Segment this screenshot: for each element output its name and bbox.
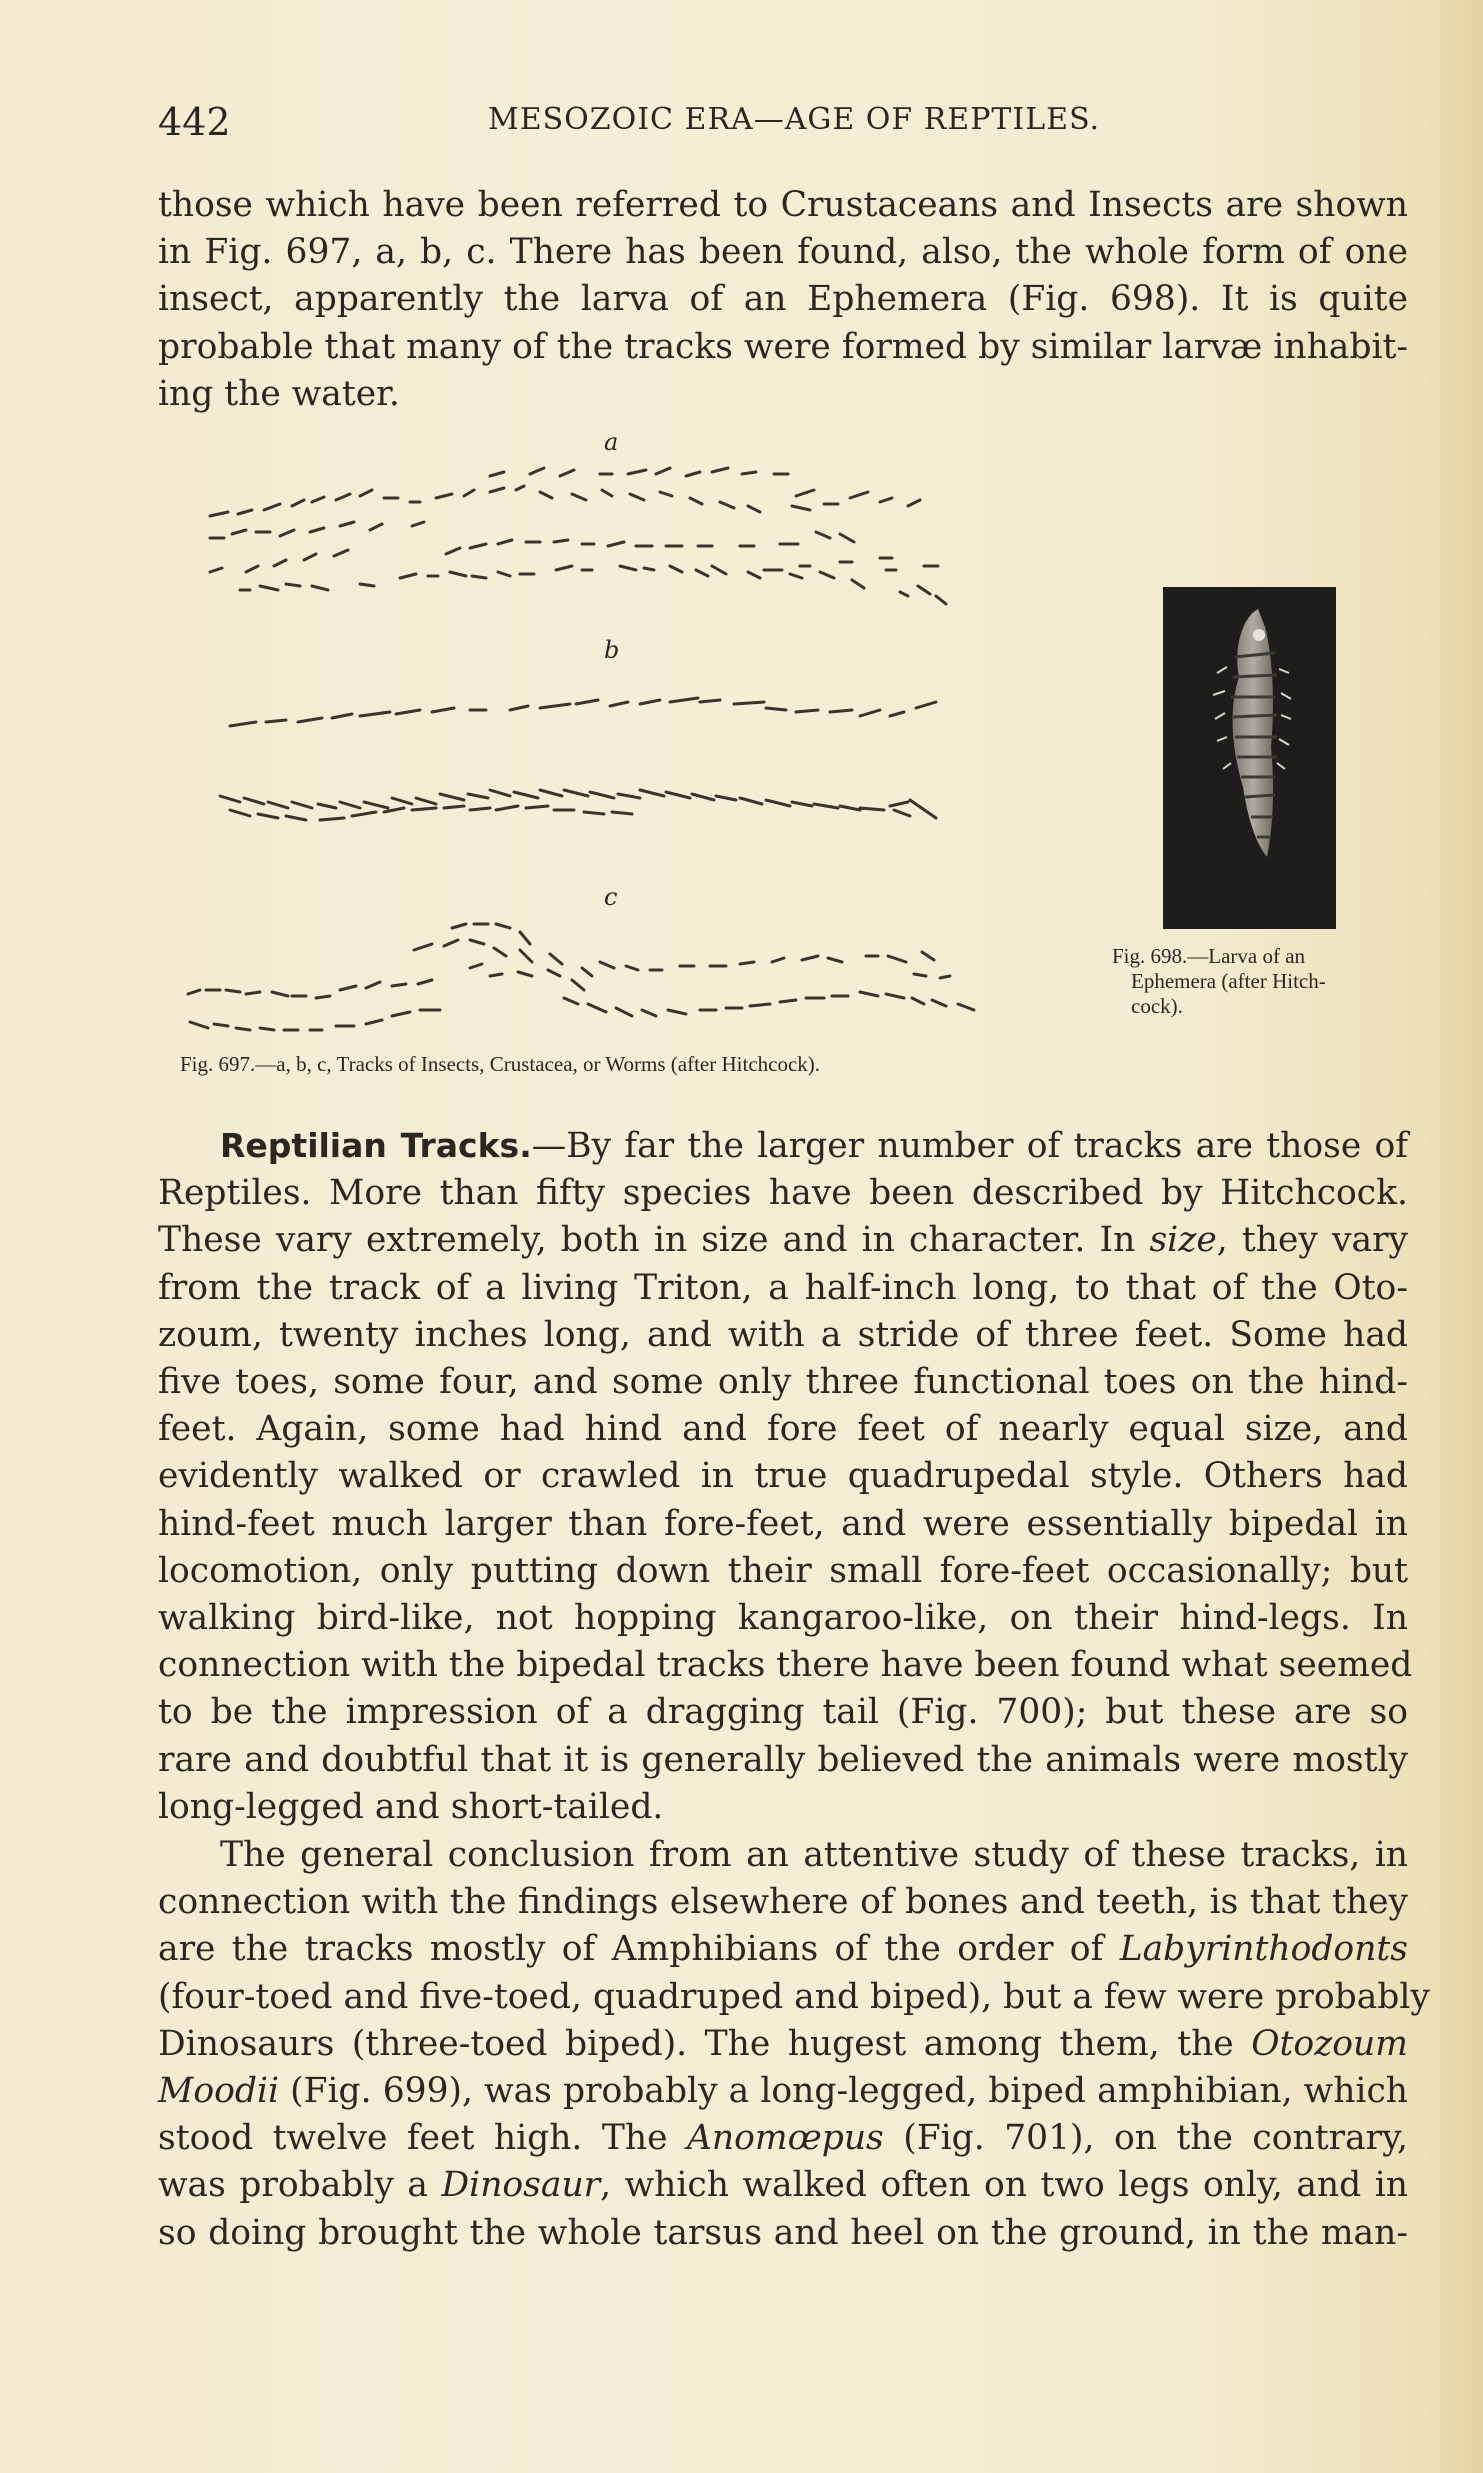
text-fragment: are the tracks mostly of Amphibians of the order of — [158, 1929, 1120, 1970]
text-line — [158, 2021, 1408, 2068]
text-line: from the track of a living Triton, a half-inch long, to that of the Oto- — [158, 1267, 1408, 1308]
text-line — [158, 2162, 1408, 2209]
emphasis: Otozoum — [1251, 2023, 1408, 2064]
text-line: those which have been referred to Crustaceans and Insects are shown — [158, 185, 1408, 225]
emphasis: Anomœpus — [687, 2118, 884, 2159]
text-line — [158, 2068, 1408, 2115]
text-line: rare and doubtful that it is generally believed the animals were mostly — [158, 1739, 1408, 1780]
text-line: so doing brought the whole tarsus and heel on the ground, in the man- — [158, 2212, 1408, 2253]
text-fragment: , which walked often on two legs only, and in — [600, 2165, 1408, 2206]
figure-697-label-c: c — [604, 883, 618, 911]
text-fragment: , they vary — [1216, 1220, 1408, 1261]
conclusion-paragraph — [158, 1832, 1430, 2257]
emphasis: Labyrinthodonts — [1119, 1929, 1408, 1970]
text-line: to be the impression of a dragging tail (Fig. 700); but these are so — [158, 1692, 1408, 1733]
text-line: evidently walked or crawled in true quadrupedal style. Others had — [158, 1456, 1408, 1497]
text-line: probable that many of the tracks were formed by similar larvæ inhabit- — [158, 326, 1408, 367]
intro-paragraph — [158, 182, 1408, 418]
text-line: feet. Again, some had hind and fore feet of nearly equal size, and — [158, 1409, 1408, 1450]
running-head — [158, 100, 1408, 160]
text-line: connection with the findings elsewhere of bones and teeth, is that they — [158, 1882, 1408, 1923]
emphasis: Dinosaur — [441, 2165, 601, 2206]
running-title: MESOZOIC ERA—AGE OF REPTILES. — [488, 102, 1101, 137]
text-line: in Fig. 697, a, b, c. There has been found, also, the whole form of one — [158, 232, 1408, 273]
text-line — [158, 1122, 1408, 1170]
text-fragment: stood twelve feet high. The — [158, 2118, 687, 2159]
text-line — [158, 1217, 1408, 1264]
text-fragment: —By far the larger number of tracks are those of — [531, 1126, 1408, 1166]
text-fragment: Dinosaurs (three-toed biped). The hugest among them, the — [158, 2023, 1252, 2064]
text-line: ing the water. — [158, 373, 400, 414]
larva-figure-image — [1163, 587, 1336, 929]
reptilian-tracks-paragraph — [158, 1122, 1413, 1831]
figure-698-caption — [1112, 944, 1326, 1019]
text-fragment: (Fig. 701), on the contrary, — [883, 2118, 1409, 2159]
larva-photograph — [1163, 587, 1336, 929]
text-fragment: (Fig. 699), was probably a long-legged, biped amphibian, which — [279, 2071, 1408, 2112]
figure-697-label-b: b — [604, 636, 620, 664]
track-row-b — [200, 680, 1040, 840]
text-line: connection with the bipedal tracks there have been found what seemed — [158, 1645, 1413, 1686]
emphasis: size — [1149, 1220, 1217, 1261]
text-fragment: These vary extremely, both in size and in character. In — [158, 1220, 1150, 1261]
figure-697-label-a: a — [604, 428, 619, 456]
text-line: hind-feet much larger than fore-feet, and were essentially bipedal in — [158, 1503, 1408, 1544]
text-fragment: was probably a — [158, 2165, 442, 2206]
track-row-a — [200, 462, 1040, 627]
text-line: zoum, twenty inches long, and with a stride of three feet. Some had — [158, 1314, 1408, 1355]
figure-698-caption-line: Fig. 698.—Larva of an — [1112, 944, 1306, 968]
text-line: insect, apparently the larva of an Ephemera (Fig. 698). It is quite — [158, 279, 1408, 320]
track-row-c — [180, 910, 1080, 1050]
figure-697-caption: Fig. 697.—a, b, c, Tracks of Insects, Crustacea, or Worms (after Hitchcock). — [180, 1052, 821, 1076]
emphasis: Moodii — [158, 2071, 280, 2112]
text-line: walking bird-like, not hopping kangaroo-like, on their hind-legs. In — [158, 1598, 1408, 1639]
text-line: locomotion, only putting down their small fore-feet occasionally; but — [158, 1550, 1408, 1591]
text-line: Reptiles. More than fifty species have been described by Hitchcock. — [158, 1173, 1408, 1214]
text-line: The general conclusion from an attentive study of these tracks, in — [220, 1835, 1408, 1875]
page-number: 442 — [158, 100, 231, 144]
text-line: long-legged and short-tailed. — [158, 1786, 664, 1827]
text-line — [158, 1926, 1408, 1973]
text-line: (four-toed and five-toed, quadruped and biped), but a few were probably — [158, 1976, 1430, 2017]
text-line — [158, 2115, 1408, 2162]
figure-698-caption-line: Ephemera (after Hitch- — [1131, 969, 1326, 993]
text-line: five toes, some four, and some only three functional toes on the hind- — [158, 1362, 1408, 1403]
section-heading: Reptilian Tracks. — [220, 1126, 532, 1165]
figure-698-caption-line: cock). — [1131, 994, 1183, 1018]
